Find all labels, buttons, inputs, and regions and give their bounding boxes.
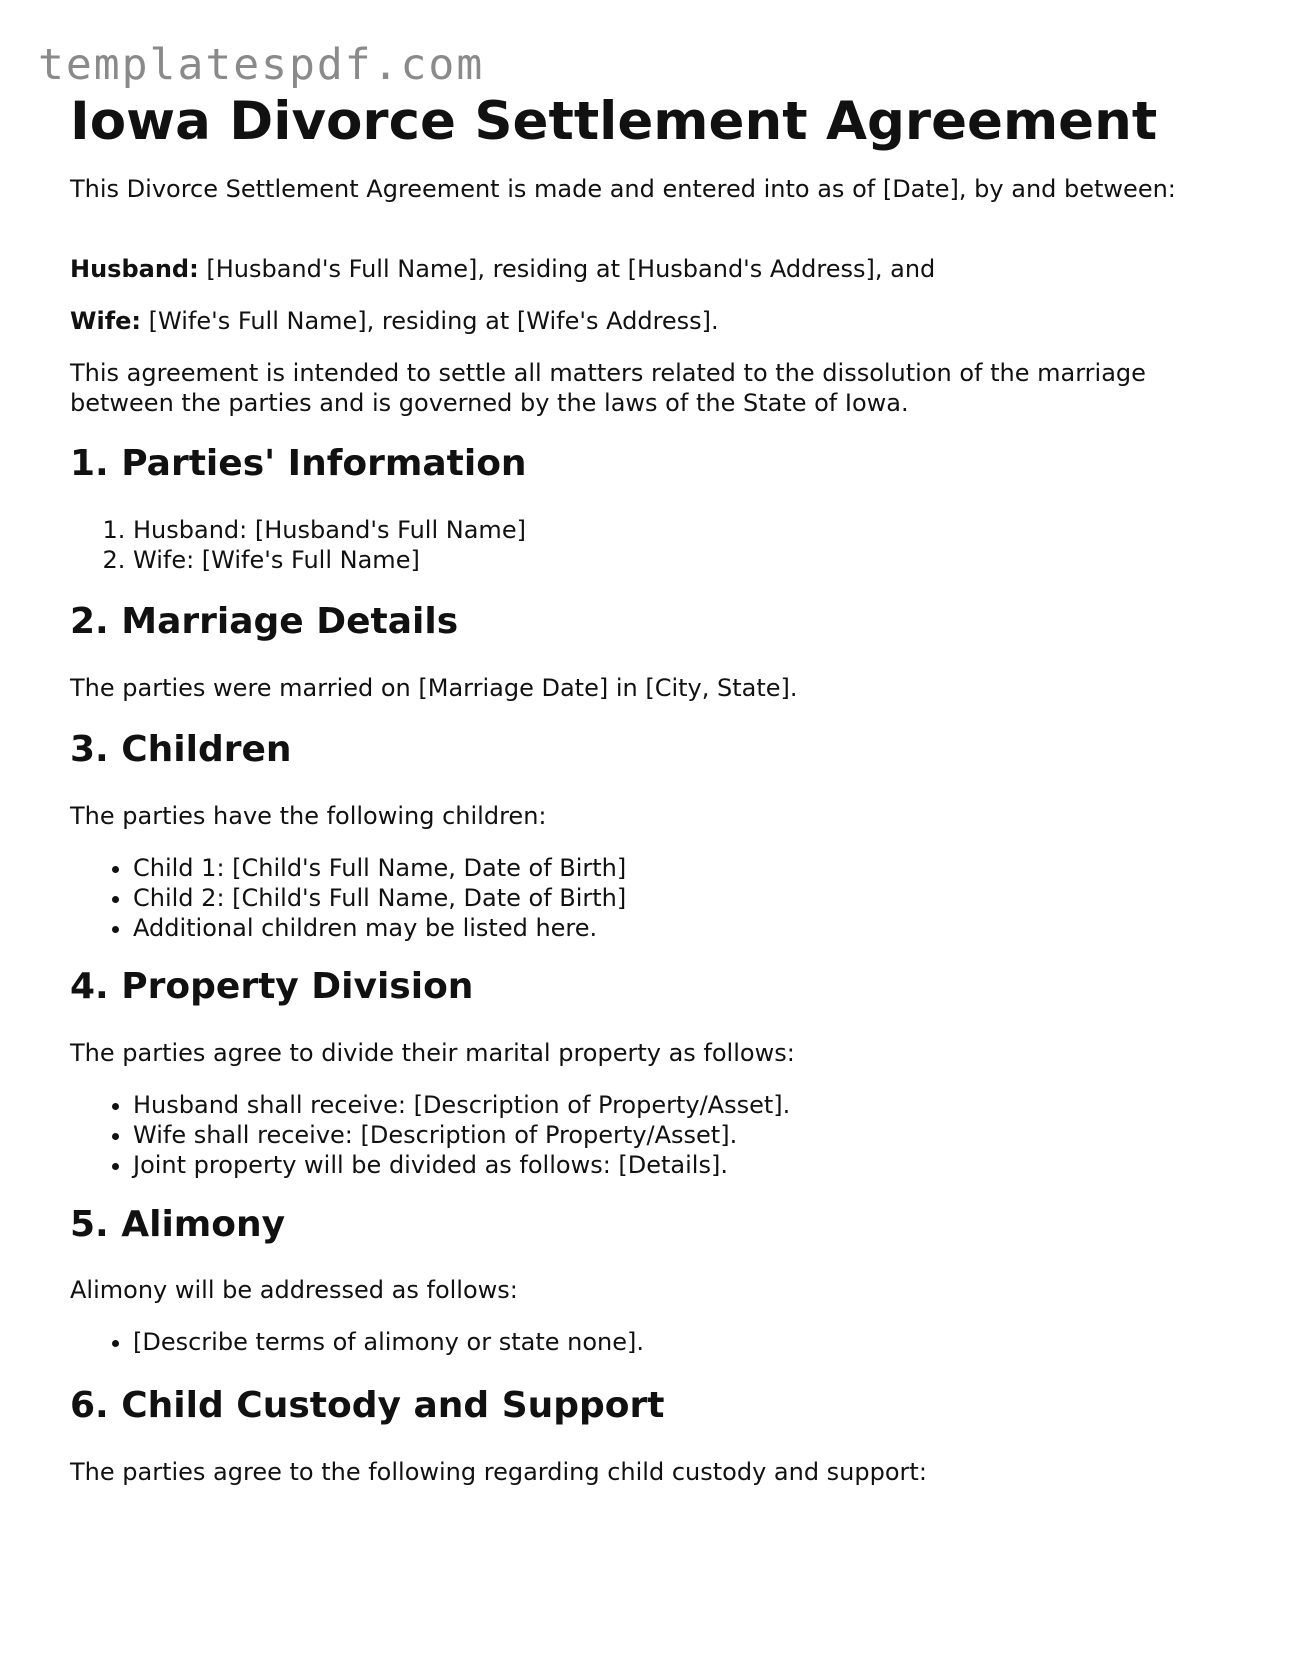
wife-line	[70, 306, 719, 336]
section-heading-parties: 1. Parties' Information	[70, 443, 527, 484]
page-title: Iowa Divorce Settlement Agreement	[70, 91, 1158, 152]
list-item: • Joint property will be divided as follows: [Details].	[133, 1150, 790, 1180]
property-paragraph: The parties agree to divide their marital property as follows:	[70, 1039, 795, 1067]
husband-label: Husband:	[70, 255, 199, 283]
list-item: • Additional children may be listed here.	[133, 913, 626, 943]
watermark: templatespdf.com	[38, 40, 485, 90]
children-paragraph: The parties have the following children:	[70, 802, 547, 830]
parties-list	[70, 515, 526, 575]
list-item: • [Describe terms of alimony or state none].	[133, 1327, 644, 1357]
list-item: • Child 2: [Child's Full Name, Date of Birth]	[133, 883, 626, 913]
section-heading-children: 3. Children	[70, 729, 292, 770]
list-item: 1. Husband: [Husband's Full Name]	[133, 515, 526, 545]
husband-text: [Husband's Full Name], residing at [Husband's Address], and	[198, 255, 936, 283]
list-item: • Wife shall receive: [Description of Property/Asset].	[133, 1120, 790, 1150]
intro-paragraph: This Divorce Settlement Agreement is made and entered into as of [Date], by and between:	[70, 175, 1176, 203]
section-heading-custody: 6. Child Custody and Support	[70, 1385, 665, 1426]
wife-text: [Wife's Full Name], residing at [Wife's Address].	[141, 307, 719, 335]
wife-label: Wife:	[70, 307, 142, 335]
alimony-paragraph: Alimony will be addressed as follows:	[70, 1276, 518, 1304]
marriage-paragraph: The parties were married on [Marriage Date] in [City, State].	[70, 674, 798, 702]
custody-paragraph: The parties agree to the following regarding child custody and support:	[70, 1458, 927, 1486]
husband-line	[70, 254, 935, 284]
section-heading-property: 4. Property Division	[70, 966, 474, 1007]
list-item: 2. Wife: [Wife's Full Name]	[133, 545, 526, 575]
list-item: • Child 1: [Child's Full Name, Date of Birth]	[133, 853, 626, 883]
section-heading-marriage: 2. Marriage Details	[70, 601, 459, 642]
children-list	[70, 853, 626, 943]
alimony-list	[70, 1327, 644, 1357]
section-heading-alimony: 5. Alimony	[70, 1204, 286, 1245]
property-list	[70, 1090, 790, 1180]
purpose-paragraph: This agreement is intended to settle all matters related to the dissolution of the marriage between the parties and is governed by the laws of the State of Iowa.	[70, 359, 1146, 417]
list-item: • Husband shall receive: [Description of Property/Asset].	[133, 1090, 790, 1120]
